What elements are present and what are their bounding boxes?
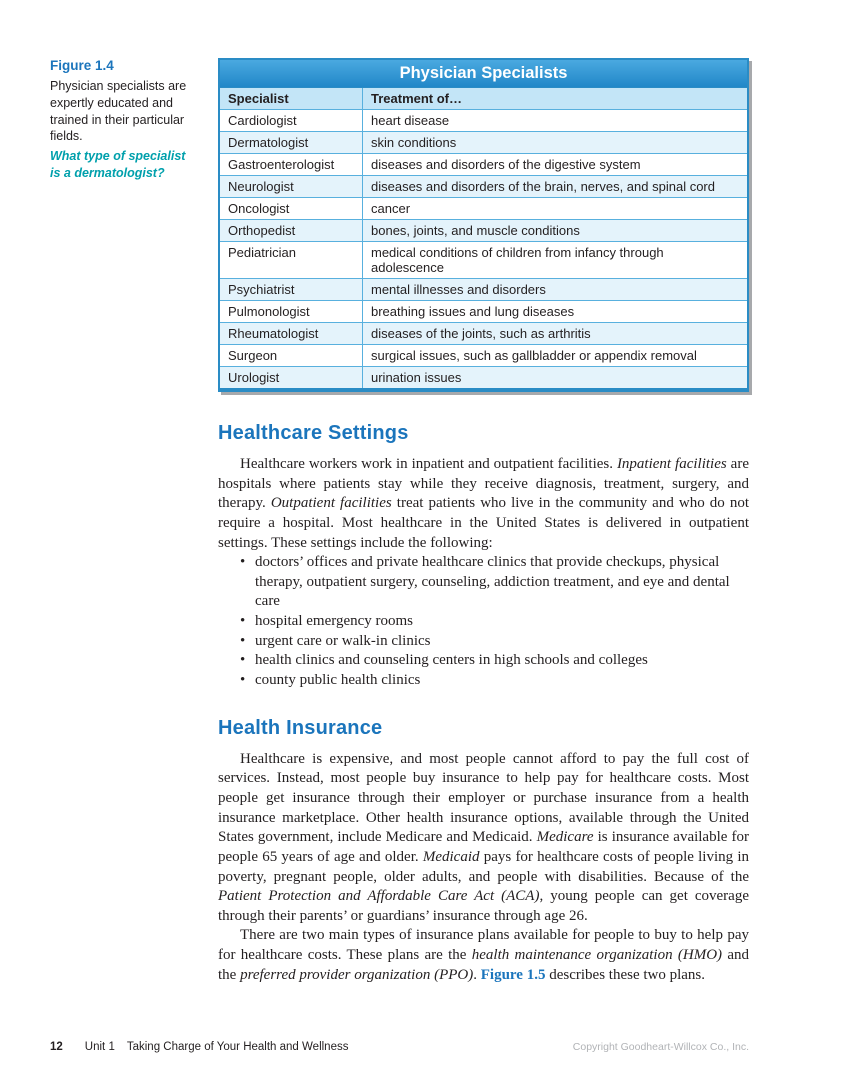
table-row <box>219 301 748 323</box>
table-row <box>219 132 748 154</box>
table-title-row <box>219 59 748 88</box>
settings-list <box>240 553 749 690</box>
unit-label: Unit 1 <box>84 1041 115 1053</box>
specialist-cell: Rheumatologist <box>219 323 363 345</box>
treatment-cell: bones, joints, and muscle conditions <box>363 220 749 242</box>
treatment-cell: breathing issues and lung diseases <box>363 301 749 323</box>
treatment-cell: cancer <box>363 198 749 220</box>
table-title: Physician Specialists <box>219 59 748 88</box>
text-segment: Healthcare workers work in inpatient and outpatient facilities. <box>240 456 617 472</box>
treatment-cell: surgical issues, such as gallbladder or appendix removal <box>363 345 749 367</box>
list-item: • health clinics and counseling centers in high schools and colleges <box>240 651 749 671</box>
health-insurance-paragraph-2 <box>218 926 749 985</box>
treatment-cell: skin conditions <box>363 132 749 154</box>
specialist-cell: Gastroenterologist <box>219 154 363 176</box>
table-row <box>219 198 748 220</box>
text-segment: , young people can get coverage through their parents’ or guardians’ insurance through age 26. <box>218 888 749 924</box>
table-row <box>219 110 748 132</box>
table-row <box>219 367 748 391</box>
specialist-cell: Orthopedist <box>219 220 363 242</box>
unit-title: Taking Charge of Your Health and Wellness <box>126 1041 349 1053</box>
table-column-header-row <box>219 88 748 110</box>
text-segment: Medicaid <box>422 848 480 865</box>
text-segment: describes these two plans. <box>545 966 706 983</box>
text-segment: Patient Protection and Affordable Care Act (ACA) <box>218 888 540 905</box>
specialist-cell: Oncologist <box>219 198 363 220</box>
main-content <box>218 58 749 985</box>
table-row <box>219 242 748 279</box>
list-item: • doctors’ offices and private healthcare clinics that provide checkups, physical therapy, outpatient surgery, counseling, addiction treatment, and eye and dental care <box>240 553 749 612</box>
column-header-treatment: Treatment of… <box>363 88 749 110</box>
text-segment: Outpatient facilities <box>270 495 392 512</box>
treatment-cell: diseases and disorders of the digestive system <box>363 154 749 176</box>
treatment-cell: heart disease <box>363 110 749 132</box>
list-item: • county public health clinics <box>240 671 749 691</box>
treatment-cell: urination issues <box>363 367 749 391</box>
treatment-cell: diseases and disorders of the brain, nerves, and spinal cord <box>363 176 749 198</box>
text-segment: Inpatient facilities <box>616 456 727 472</box>
specialist-cell: Cardiologist <box>219 110 363 132</box>
section-heading-healthcare-settings: Healthcare Settings <box>218 422 409 444</box>
text-segment: treat patients who live in the community and who do not require a hospital. Most healthcare in the United States is delivered in outpatient settings. These settings include the following: <box>218 495 749 551</box>
figure-reference: Figure 1.5 <box>480 966 546 983</box>
section-heading-health-insurance: Health Insurance <box>218 716 383 739</box>
list-item: • hospital emergency rooms <box>240 612 749 632</box>
health-insurance-paragraph-1 <box>218 750 749 927</box>
figure-label: Figure 1.4 <box>50 58 114 73</box>
text-segment: and the <box>218 947 749 983</box>
specialists-table <box>218 58 749 392</box>
text-segment: preferred provider organization (PPO) <box>240 966 474 983</box>
table-row <box>219 176 748 198</box>
specialist-cell: Pediatrician <box>219 242 363 279</box>
text-segment: is insurance available for people 65 years of age and older. <box>218 829 749 865</box>
page-number: 12 <box>50 1041 63 1053</box>
table-row <box>219 323 748 345</box>
text-segment: There are two main types of insurance plans available for people to buy to help pay for healthcare costs. These plans are the <box>218 927 749 964</box>
table-row <box>219 279 748 301</box>
text-segment: health maintenance organization (HMO) <box>471 947 723 964</box>
treatment-cell: diseases of the joints, such as arthritis <box>363 323 749 345</box>
copyright-notice: Copyright Goodheart-Willcox Co., Inc. <box>572 1041 749 1053</box>
table-row <box>219 345 748 367</box>
page-footer <box>50 1041 749 1053</box>
specialists-table-body <box>219 110 748 391</box>
text-segment: pays for healthcare costs of people living in poverty, pregnant people, older adults, and people with disabilities. Because of the <box>218 848 749 885</box>
figure-caption <box>50 57 198 182</box>
table-row <box>219 220 748 242</box>
specialist-cell: Surgeon <box>219 345 363 367</box>
list-item: • urgent care or walk-in clinics <box>240 632 749 652</box>
specialist-cell: Neurologist <box>219 176 363 198</box>
specialist-cell: Psychiatrist <box>219 279 363 301</box>
specialist-cell: Dermatologist <box>219 132 363 154</box>
treatment-cell: mental illnesses and disorders <box>363 279 749 301</box>
figure-caption-text: Physician specialists are expertly educated and trained in their particular fields. <box>50 79 187 144</box>
specialist-cell: Urologist <box>219 367 363 391</box>
text-segment: Healthcare is expensive, and most people cannot afford to pay the full cost of services. Instead, most people buy insurance to help pay for healthcare costs. Most people get insurance through their employer or purchase insurance from a health insurance marketplace. Other health insurance options, available through the United States government, include Medicare and Medicaid. <box>218 750 749 846</box>
healthcare-settings-paragraph <box>218 455 749 553</box>
table-row <box>219 154 748 176</box>
figure-question: What type of specialist is a dermatologist? <box>50 149 186 180</box>
specialist-cell: Pulmonologist <box>219 301 363 323</box>
text-segment: . <box>473 966 481 983</box>
column-header-specialist: Specialist <box>219 88 363 110</box>
text-segment: are hospitals where patients stay while they receive diagnosis, treatment, surgery, and therapy. <box>218 456 749 512</box>
treatment-cell: medical conditions of children from infancy through adolescence <box>363 242 749 279</box>
text-segment: Medicare <box>536 829 594 846</box>
